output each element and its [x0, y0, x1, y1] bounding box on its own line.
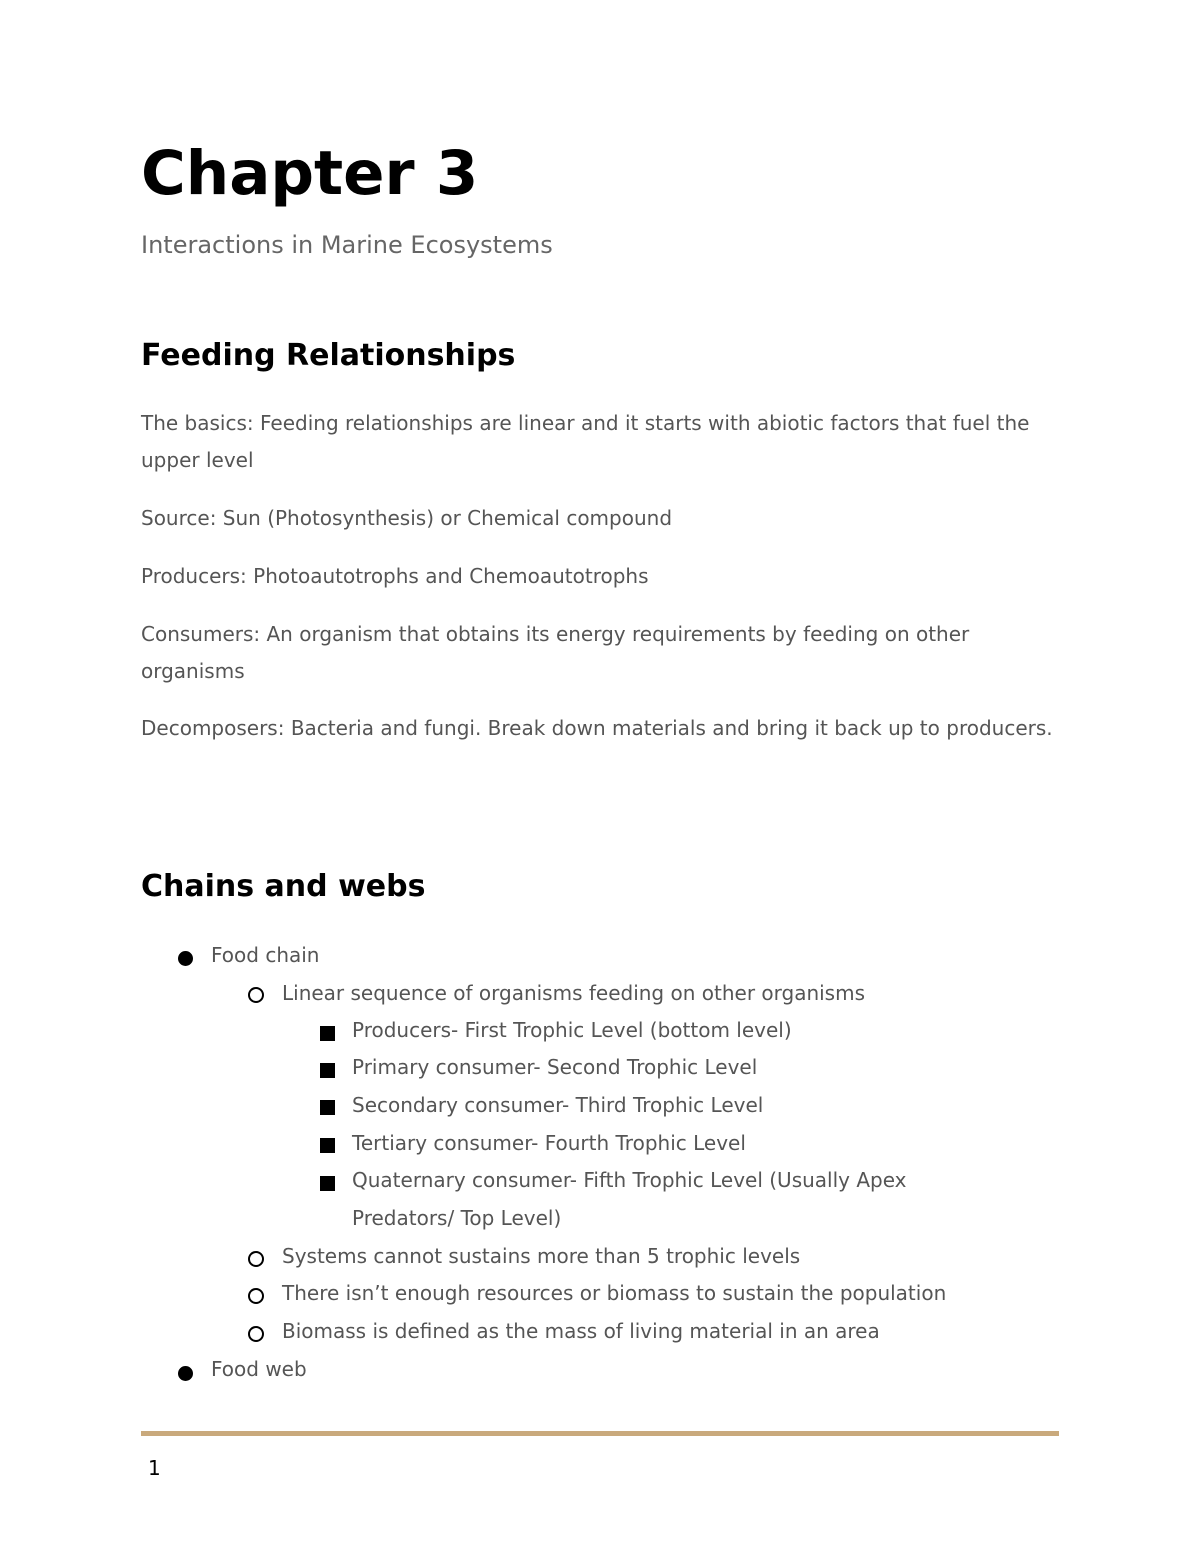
list-item-label: Systems cannot sustains more than 5 trophic levels [282, 1244, 801, 1268]
square-bullet-icon [320, 1138, 335, 1153]
paragraph-source: Source: Sun (Photosynthesis) or Chemical compound [141, 506, 673, 530]
hollow-circle-bullet-icon [248, 1288, 264, 1304]
square-bullet-icon [320, 1063, 335, 1078]
list-item-label: Linear sequence of organisms feeding on other organisms [282, 981, 866, 1005]
square-bullet-icon [320, 1100, 335, 1115]
list-item-label: Tertiary consumer- Fourth Trophic Level [352, 1131, 746, 1155]
paragraph-basics: The basics: Feeding relationships are linear and it starts with abiotic factors that fuel the upper level [141, 411, 1030, 472]
square-bullet-icon [320, 1026, 335, 1041]
list-item-label: Food web [211, 1357, 307, 1381]
list-item-label: Biomass is defined as the mass of living material in an area [282, 1319, 880, 1343]
list-item-label: Food chain [211, 943, 320, 967]
square-bullet-icon [320, 1176, 335, 1191]
hollow-circle-bullet-icon [248, 1251, 264, 1267]
section-heading-chains: Chains and webs [141, 869, 426, 904]
paragraph-consumers: Consumers: An organism that obtains its energy requirements by feeding on other organisms [141, 622, 970, 683]
filled-disc-bullet-icon [178, 951, 193, 966]
list-item-label: Secondary consumer- Third Trophic Level [352, 1093, 764, 1117]
chapter-title: Chapter 3 [141, 138, 479, 209]
list-item-label: Primary consumer- Second Trophic Level [352, 1055, 758, 1079]
paragraph-decomposers: Decomposers: Bacteria and fungi. Break down materials and bring it back up to producers. [141, 716, 1053, 740]
section-heading-feeding: Feeding Relationships [141, 338, 516, 373]
list-item-label: Producers- First Trophic Level (bottom level) [352, 1018, 792, 1042]
footer-divider [141, 1431, 1059, 1436]
list-item-label-continued: Predators/ Top Level) [352, 1206, 562, 1230]
page-number: 1 [148, 1456, 161, 1480]
list-item-label: Quaternary consumer- Fifth Trophic Level (Usually Apex [352, 1168, 907, 1192]
filled-disc-bullet-icon [178, 1366, 193, 1381]
chapter-subtitle: Interactions in Marine Ecosystems [141, 231, 553, 259]
paragraph-producers: Producers: Photoautotrophs and Chemoautotrophs [141, 564, 649, 588]
hollow-circle-bullet-icon [248, 1326, 264, 1342]
list-item-label: There isn’t enough resources or biomass to sustain the population [282, 1281, 947, 1305]
hollow-circle-bullet-icon [248, 987, 264, 1003]
